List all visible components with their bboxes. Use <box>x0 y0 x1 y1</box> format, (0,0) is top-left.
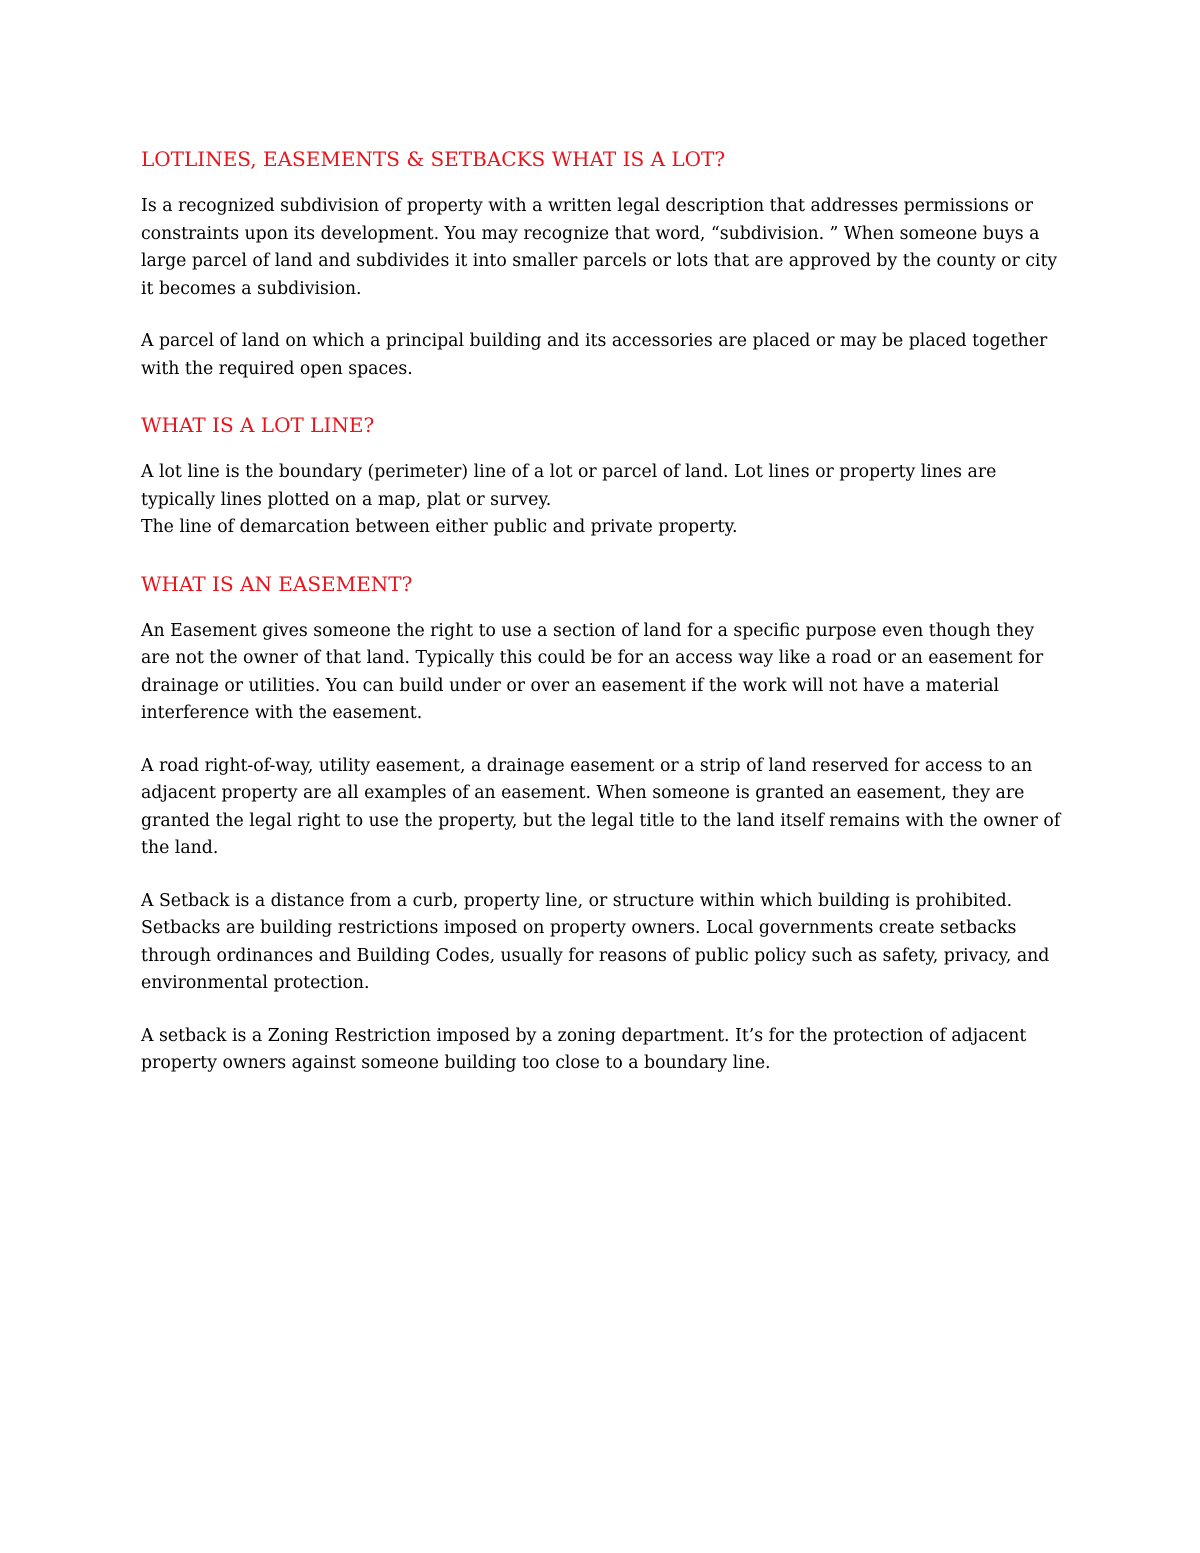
paragraph-setback-zoning: A setback is a Zoning Restriction imposed by a zoning department. It’s for the protection of adjacent property owners against someone building too close to a boundary line. <box>141 1025 1027 1073</box>
paragraph-demarcation: The line of demarcation between either public and private property. <box>141 517 738 537</box>
document-body <box>141 142 1061 1103</box>
paragraph-lot-definition: Is a recognized subdivision of property with a written legal description that addresses permissions or constraints upon its development. You may recognize that word, “subdivision. ” When someone buys a large parcel of land and subdivides it into smaller parcels or lots that are approved by the county or city it becomes a subdivision. <box>141 196 1058 299</box>
paragraph-easement-definition: An Easement gives someone the right to use a section of land for a specific purpose even though they are not the owner of that land. Typically this could be for an access way like a road or an easement for drainage or utilities. You can build under or over an easement if the work will not have a material interference with the easement. <box>141 620 1044 723</box>
section-heading-lot-line: WHAT IS A LOT LINE? <box>141 413 375 437</box>
section-heading-lot: LOTLINES, EASEMENTS & SETBACKS WHAT IS A LOT? <box>141 147 726 171</box>
paragraph-easement-examples: A road right-of-way, utility easement, a drainage easement or a strip of land reserved for access to an adjacent property are all examples of an easement. When someone is granted an easement, they are granted the legal right to use the property, but the legal title to the land itself remains with the owner of the land. <box>141 755 1061 858</box>
paragraph-lot-line-definition: A lot line is the boundary (perimeter) line of a lot or parcel of land. Lot lines or property lines are typically lines plotted on a map, plat or survey. <box>141 462 997 510</box>
section-heading-easement: WHAT IS AN EASEMENT? <box>141 571 413 596</box>
paragraph-setback-definition: A Setback is a distance from a curb, property line, or structure within which building is prohibited. Setbacks are building restrictions imposed on property owners. Local governments create setbacks through ordinances and Building Codes, usually for reasons of public policy such as safety, privacy, and environmental protection. <box>141 890 1050 993</box>
paragraph-parcel-definition: A parcel of land on which a principal building and its accessories are placed or may be placed together with the required open spaces. <box>141 331 1048 379</box>
